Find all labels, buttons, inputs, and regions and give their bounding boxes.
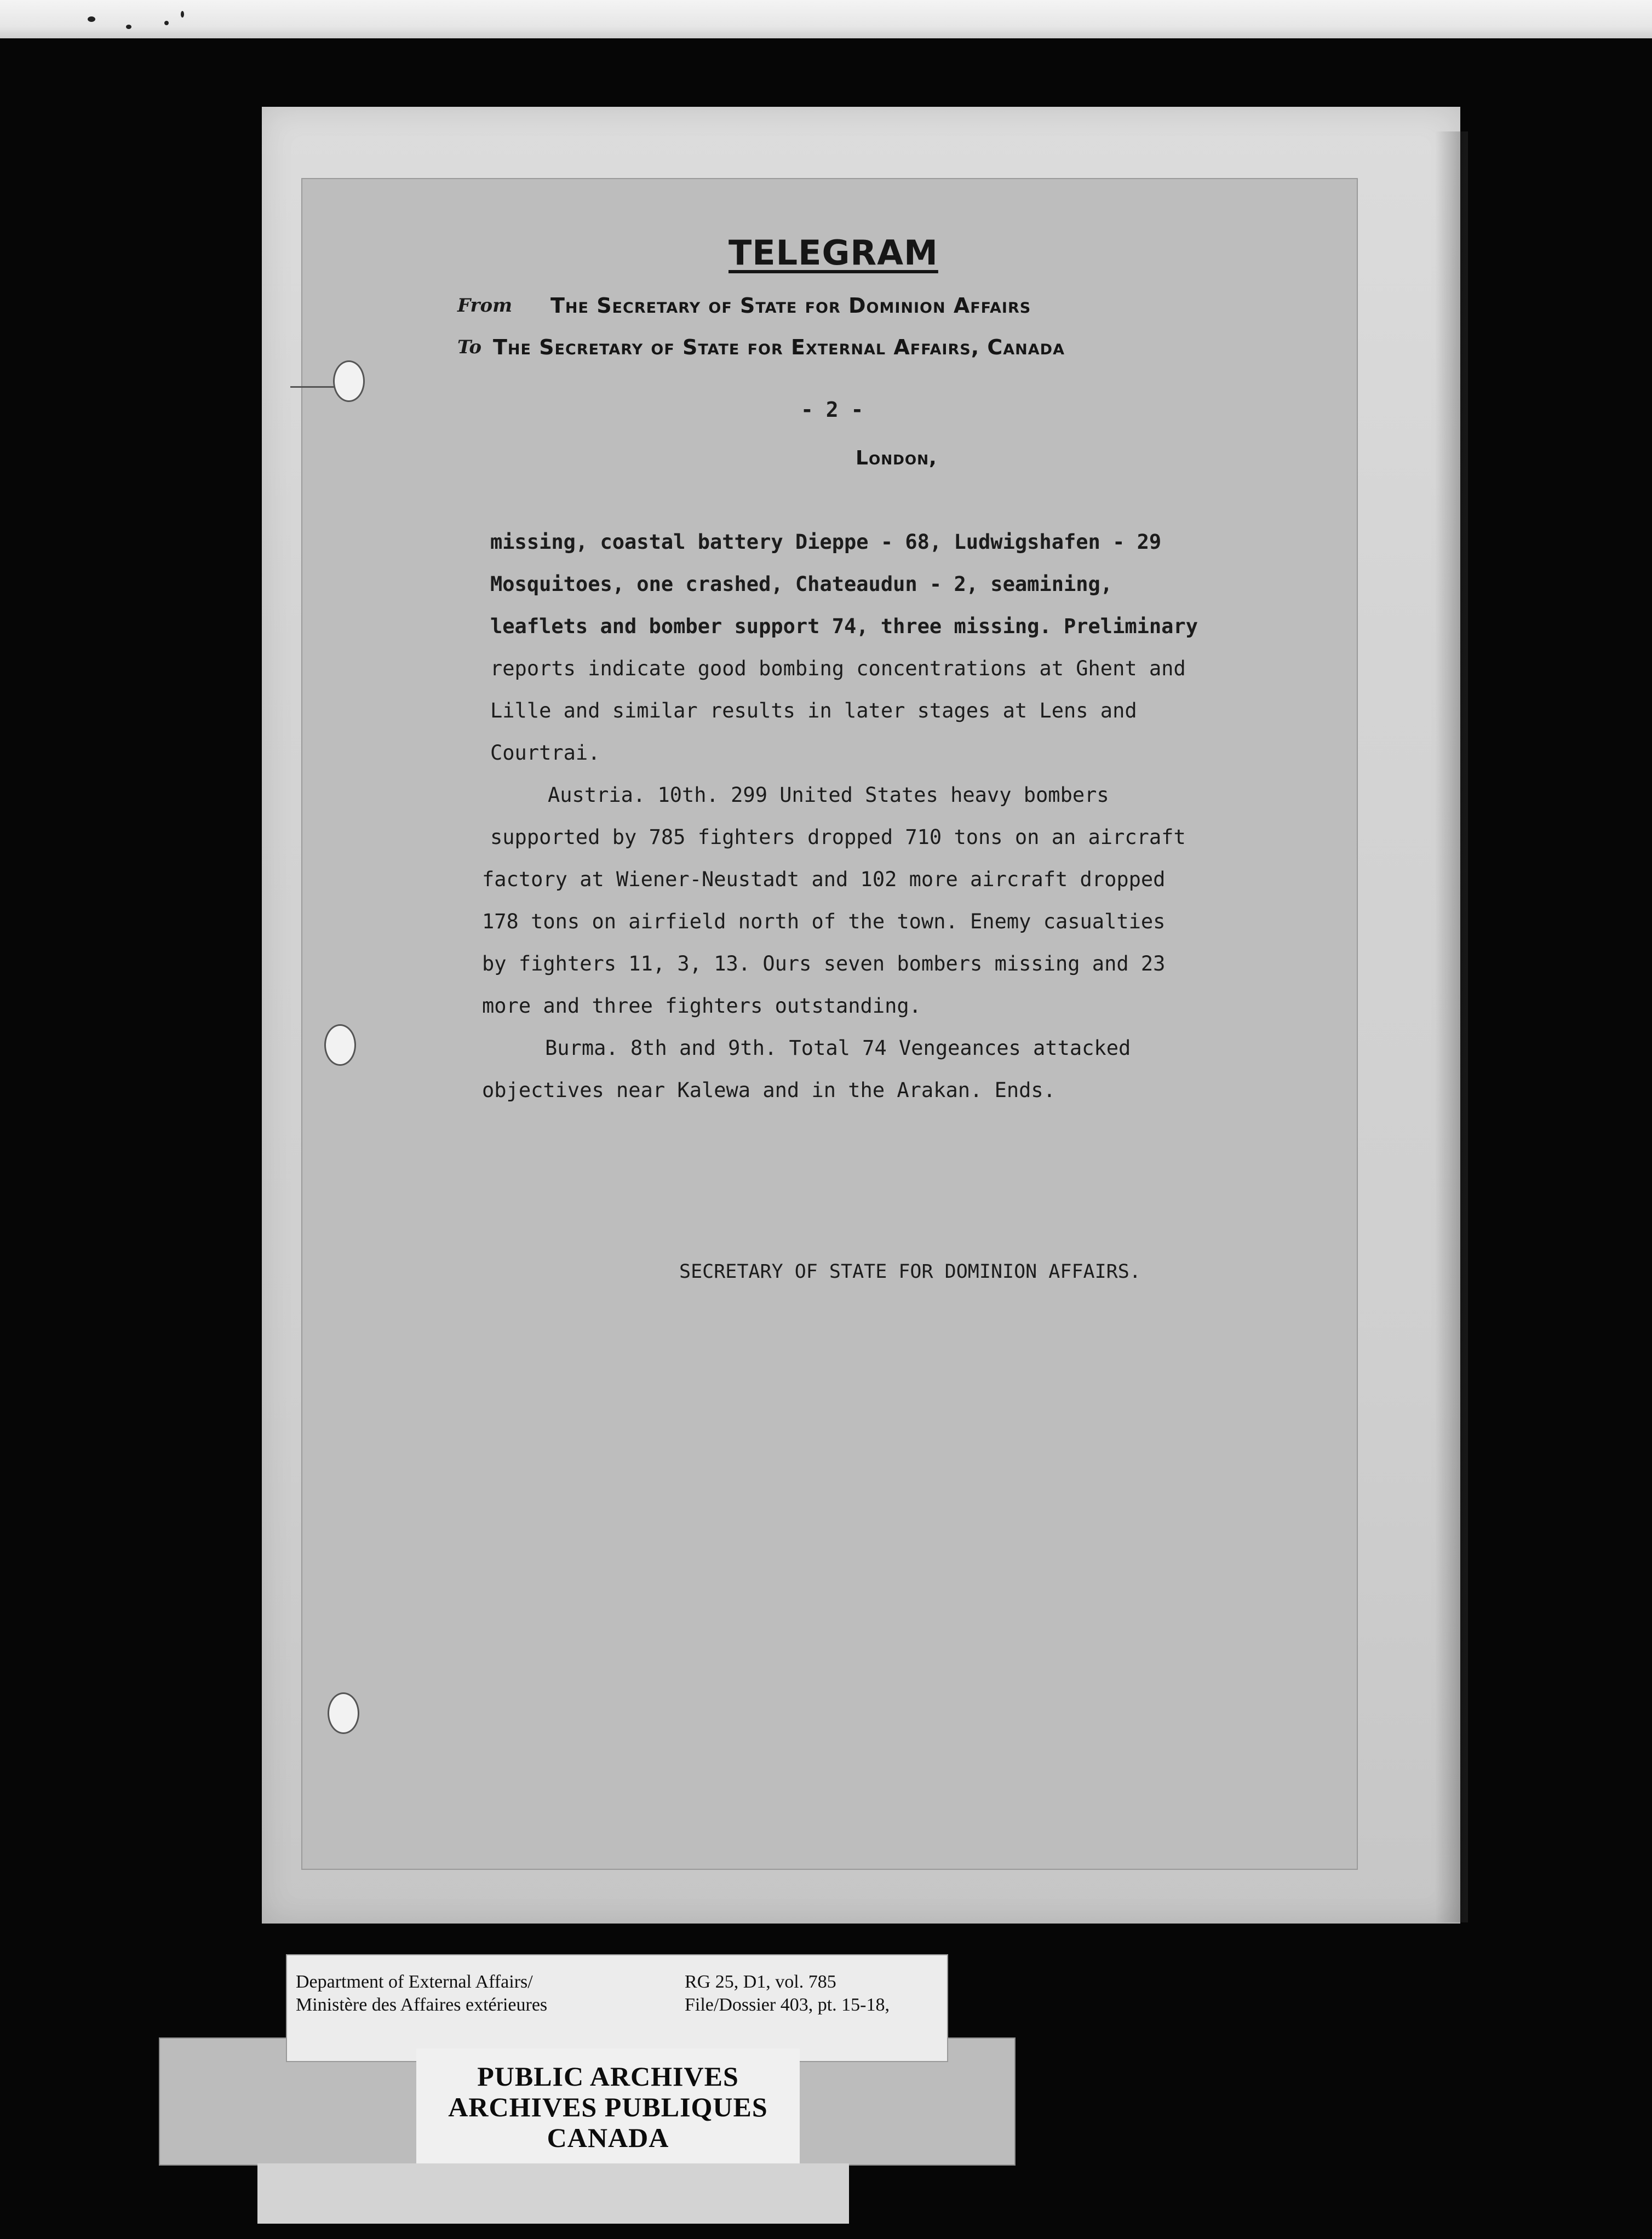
body-line: supported by 785 fighters dropped 710 tons on an aircraft xyxy=(490,825,1186,849)
place-name: London, xyxy=(856,447,937,469)
body-line: leaflets and bomber support 74, three missing. Preliminary xyxy=(490,615,1198,638)
page-number: - 2 - xyxy=(801,398,864,422)
punch-hole-middle xyxy=(324,1024,356,1066)
body-line: Austria. 10th. 299 United States heavy bombers xyxy=(548,783,1109,807)
body-line: missing, coastal battery Dieppe - 68, Ludwigshafen - 29 xyxy=(490,530,1162,554)
telegram-title: TELEGRAM xyxy=(729,233,938,273)
body-line: 178 tons on airfield north of the town. Enemy casualties xyxy=(482,910,1166,933)
body-line: reports indicate good bombing concentrations at Ghent and xyxy=(490,657,1186,680)
body-line: Mosquitoes, one crashed, Chateaudun - 2, seamining, xyxy=(490,572,1113,596)
signature: SECRETARY OF STATE FOR DOMINION AFFAIRS. xyxy=(679,1261,1141,1283)
body-line: Courtrai. xyxy=(490,741,600,765)
from-value: The Secretary of State for Dominion Affairs xyxy=(550,294,1031,318)
body-line: more and three fighters outstanding. xyxy=(482,994,921,1018)
department-english: Department of External Affairs/ xyxy=(296,1972,533,1992)
record-group-reference: RG 25, D1, vol. 785 xyxy=(685,1972,836,1992)
body-line: factory at Wiener-Neustadt and 102 more aircraft dropped xyxy=(482,868,1166,891)
punch-hole-bottom xyxy=(328,1692,359,1734)
film-edge-strip xyxy=(0,0,1652,38)
stamp-public-archives: PUBLIC ARCHIVES xyxy=(477,2061,739,2092)
punch-hole-top xyxy=(333,360,365,402)
telegram-page xyxy=(301,178,1358,1870)
file-reference: File/Dossier 403, pt. 15-18, xyxy=(685,1995,890,2015)
stamp-canada: CANADA xyxy=(547,2122,669,2153)
body-line: Lille and similar results in later stages at Lens and xyxy=(490,699,1137,722)
to-value: The Secretary of State for External Affairs, Canada xyxy=(493,335,1065,359)
department-french: Ministère des Affaires extérieures xyxy=(296,1995,548,2015)
to-label: To xyxy=(457,336,482,358)
margin-rule xyxy=(290,386,334,388)
sheet-edge-shadow xyxy=(1435,131,1468,1922)
archive-mount-tail xyxy=(257,2163,849,2224)
body-line: Burma. 8th and 9th. Total 74 Vengeances attacked xyxy=(545,1036,1131,1060)
body-line: by fighters 11, 3, 13. Ours seven bombers missing and 23 xyxy=(482,952,1166,975)
body-line: objectives near Kalewa and in the Arakan. Ends. xyxy=(482,1078,1056,1102)
stamp-archives-publiques: ARCHIVES PUBLIQUES xyxy=(448,2092,768,2122)
from-label: From xyxy=(457,295,513,317)
